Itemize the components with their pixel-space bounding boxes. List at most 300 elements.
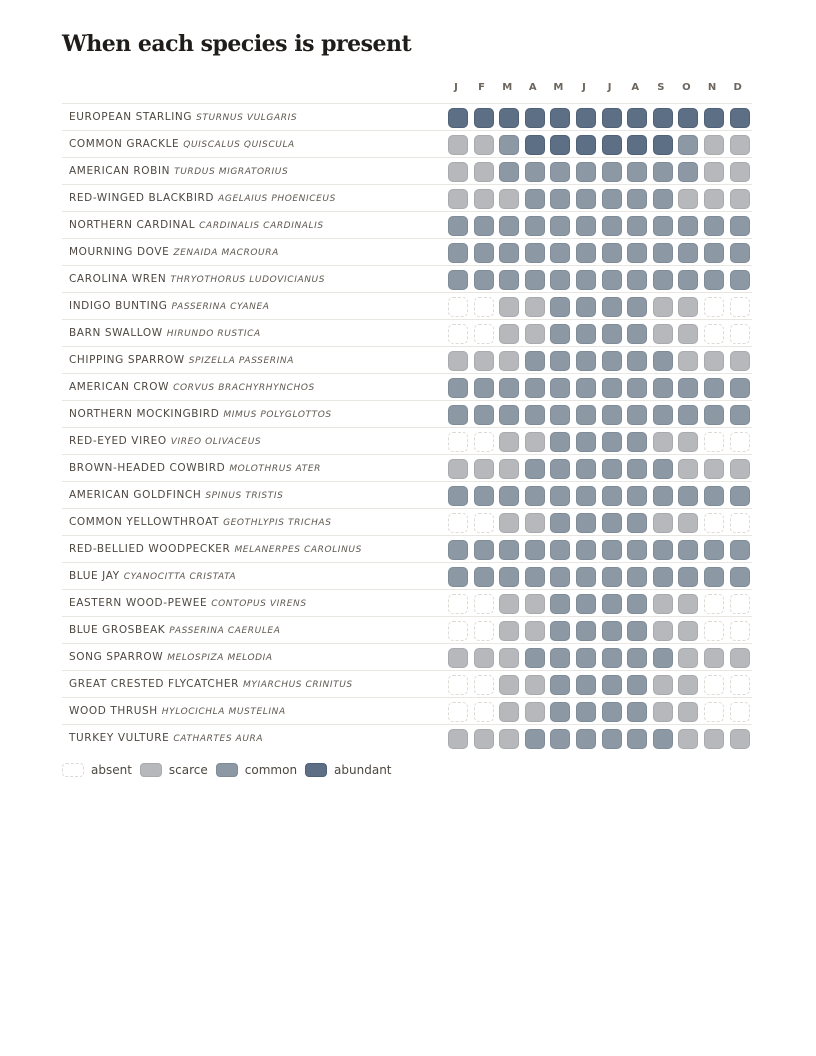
presence-cell-scarce [474, 459, 494, 479]
species-common-name: EASTERN WOOD-PEWEE [69, 597, 208, 609]
presence-cell-common [602, 459, 622, 479]
presence-cell-scarce [653, 513, 673, 533]
presence-cell-absent [730, 432, 750, 452]
presence-cell-absent [704, 675, 724, 695]
presence-cell-common [653, 459, 673, 479]
presence-cell-common [525, 216, 545, 236]
presence-cell-abundant [602, 135, 622, 155]
species-row [62, 400, 752, 427]
presence-cell-scarce [653, 297, 673, 317]
presence-cell-common [448, 243, 468, 263]
legend-swatch [216, 763, 238, 777]
presence-cell-scarce [499, 729, 519, 749]
presence-cell-common [602, 243, 622, 263]
presence-cell-common [576, 162, 596, 182]
month-cells [448, 405, 754, 425]
legend-label: abundant [334, 763, 392, 777]
species-common-name: RED-BELLIED WOODPECKER [69, 543, 231, 555]
presence-cell-common [730, 486, 750, 506]
presence-cell-scarce [499, 297, 519, 317]
species-label [69, 597, 307, 609]
species-row [62, 535, 752, 562]
species-common-name: AMERICAN CROW [69, 381, 170, 393]
presence-cell-common [602, 675, 622, 695]
species-label [69, 192, 336, 204]
presence-cell-common [704, 270, 724, 290]
presence-cell-common [474, 378, 494, 398]
species-label [69, 165, 288, 177]
presence-cell-common [576, 567, 596, 587]
legend-swatch [140, 763, 162, 777]
presence-cell-scarce [730, 351, 750, 371]
presence-cell-abundant [525, 108, 545, 128]
presence-cell-common [448, 567, 468, 587]
presence-cell-common [550, 648, 570, 668]
presence-cell-common [627, 648, 647, 668]
presence-cell-scarce [525, 513, 545, 533]
presence-cell-common [576, 675, 596, 695]
presence-cell-scarce [474, 189, 494, 209]
presence-cell-absent [474, 594, 494, 614]
presence-cell-absent [704, 324, 724, 344]
presence-cell-common [576, 648, 596, 668]
presence-cell-scarce [474, 648, 494, 668]
species-common-name: AMERICAN GOLDFINCH [69, 489, 202, 501]
presence-cell-scarce [499, 621, 519, 641]
species-row [62, 103, 752, 130]
presence-cell-common [602, 567, 622, 587]
presence-cell-absent [730, 675, 750, 695]
species-scientific-name: CARDINALIS CARDINALIS [199, 221, 324, 231]
presence-cell-common [704, 405, 724, 425]
presence-cell-common [576, 621, 596, 641]
species-row [62, 454, 752, 481]
month-cells [448, 459, 754, 479]
presence-cell-common [474, 405, 494, 425]
presence-cell-scarce [678, 351, 698, 371]
month-cells [448, 135, 754, 155]
species-scientific-name: SPIZELLA PASSERINA [188, 356, 294, 366]
presence-cell-common [550, 459, 570, 479]
presence-cell-scarce [525, 594, 545, 614]
presence-cell-common [627, 486, 647, 506]
presence-cell-scarce [525, 324, 545, 344]
presence-cell-common [499, 243, 519, 263]
presence-cell-common [602, 486, 622, 506]
species-common-name: COMMON GRACKLE [69, 138, 180, 150]
month-label: N [707, 82, 717, 93]
presence-cell-scarce [678, 513, 698, 533]
month-label: J [454, 82, 458, 93]
presence-cell-scarce [730, 729, 750, 749]
presence-cell-common [499, 486, 519, 506]
species-label [69, 489, 283, 501]
month-cells [448, 162, 754, 182]
species-label [69, 435, 261, 447]
species-common-name: AMERICAN ROBIN [69, 165, 171, 177]
presence-cell-scarce [499, 702, 519, 722]
species-scientific-name: THRYOTHORUS LUDOVICIANUS [170, 275, 326, 285]
species-label [69, 732, 263, 744]
presence-cell-common [730, 243, 750, 263]
presence-cell-scarce [448, 162, 468, 182]
presence-cell-common [550, 243, 570, 263]
presence-cell-common [627, 297, 647, 317]
presence-cell-scarce [525, 432, 545, 452]
presence-cell-common [627, 459, 647, 479]
presence-cell-common [525, 243, 545, 263]
presence-cell-common [550, 162, 570, 182]
presence-cell-abundant [499, 108, 519, 128]
species-scientific-name: PASSERINA CAERULEA [169, 626, 281, 636]
species-label [69, 381, 315, 393]
presence-cell-absent [704, 513, 724, 533]
presence-cell-common [525, 486, 545, 506]
presence-cell-common [627, 351, 647, 371]
presence-cell-common [602, 540, 622, 560]
presence-cell-scarce [448, 729, 468, 749]
presence-cell-scarce [474, 729, 494, 749]
legend-item-absent [62, 763, 132, 777]
presence-cell-common [627, 270, 647, 290]
presence-cell-common [704, 540, 724, 560]
month-cells [448, 351, 754, 371]
presence-cell-scarce [499, 432, 519, 452]
presence-cell-common [653, 540, 673, 560]
presence-cell-absent [704, 702, 724, 722]
presence-cell-common [602, 648, 622, 668]
presence-cell-common [576, 513, 596, 533]
presence-cell-common [576, 243, 596, 263]
presence-cell-common [653, 567, 673, 587]
species-common-name: BARN SWALLOW [69, 327, 163, 339]
presence-cell-absent [474, 702, 494, 722]
presence-cell-common [627, 216, 647, 236]
presence-cell-scarce [730, 189, 750, 209]
presence-cell-common [550, 702, 570, 722]
legend-item-scarce [140, 763, 208, 777]
presence-cell-common [525, 540, 545, 560]
presence-cell-common [602, 378, 622, 398]
presence-cell-abundant [576, 108, 596, 128]
presence-cell-common [730, 540, 750, 560]
presence-cell-common [576, 540, 596, 560]
presence-cell-common [602, 351, 622, 371]
species-scientific-name: CATHARTES AURA [173, 734, 264, 744]
species-common-name: NORTHERN MOCKINGBIRD [69, 408, 220, 420]
species-row [62, 130, 752, 157]
species-scientific-name: AGELAIUS PHOENICEUS [218, 194, 336, 204]
presence-cell-absent [730, 702, 750, 722]
presence-cell-scarce [678, 324, 698, 344]
species-scientific-name: MIMUS POLYGLOTTOS [223, 410, 332, 420]
presence-cell-common [704, 567, 724, 587]
presence-cell-common [627, 621, 647, 641]
presence-cell-common [653, 486, 673, 506]
presence-cell-common [627, 513, 647, 533]
page-title: When each species is present [62, 31, 412, 57]
presence-cell-scarce [653, 675, 673, 695]
presence-cell-common [627, 729, 647, 749]
presence-cell-common [678, 486, 698, 506]
presence-cell-scarce [704, 729, 724, 749]
presence-cell-common [704, 378, 724, 398]
presence-cell-scarce [730, 648, 750, 668]
presence-cell-absent [448, 702, 468, 722]
species-scientific-name: HIRUNDO RUSTICA [166, 329, 261, 339]
presence-cell-common [602, 324, 622, 344]
species-row [62, 508, 752, 535]
presence-cell-common [550, 270, 570, 290]
presence-cell-common [576, 324, 596, 344]
presence-cell-common [499, 567, 519, 587]
presence-cell-common [525, 729, 545, 749]
species-common-name: GREAT CRESTED FLYCATCHER [69, 678, 239, 690]
presence-cell-absent [448, 324, 468, 344]
month-cells [448, 540, 754, 560]
presence-cell-scarce [678, 729, 698, 749]
presence-cell-scarce [678, 189, 698, 209]
presence-cell-common [627, 405, 647, 425]
month-label: J [582, 82, 586, 93]
presence-cell-common [602, 594, 622, 614]
presence-cell-common [474, 540, 494, 560]
month-cells [448, 729, 754, 749]
presence-cell-scarce [474, 162, 494, 182]
species-row [62, 184, 752, 211]
presence-cell-scarce [525, 621, 545, 641]
presence-cell-abundant [730, 108, 750, 128]
presence-cell-common [525, 270, 545, 290]
presence-cell-common [499, 216, 519, 236]
presence-cell-scarce [704, 135, 724, 155]
species-row [62, 589, 752, 616]
species-scientific-name: CORVUS BRACHYRHYNCHOS [173, 383, 315, 393]
month-cells [448, 189, 754, 209]
species-common-name: BLUE GROSBEAK [69, 624, 166, 636]
presence-cell-common [576, 459, 596, 479]
species-row [62, 292, 752, 319]
presence-cell-scarce [448, 135, 468, 155]
presence-cell-common [653, 189, 673, 209]
presence-cell-scarce [525, 297, 545, 317]
species-common-name: RED-WINGED BLACKBIRD [69, 192, 215, 204]
presence-cell-scarce [474, 135, 494, 155]
presence-cell-common [653, 270, 673, 290]
month-cells [448, 243, 754, 263]
presence-cell-scarce [704, 459, 724, 479]
presence-cell-scarce [525, 702, 545, 722]
presence-cell-common [550, 540, 570, 560]
presence-cell-common [576, 432, 596, 452]
presence-cell-common [550, 432, 570, 452]
presence-cell-common [576, 594, 596, 614]
month-cells [448, 216, 754, 236]
presence-cell-abundant [576, 135, 596, 155]
presence-cell-common [499, 540, 519, 560]
legend-item-common [216, 763, 297, 777]
month-cells [448, 513, 754, 533]
presence-cell-common [576, 702, 596, 722]
presence-cell-common [678, 216, 698, 236]
presence-cell-common [602, 702, 622, 722]
month-cells [448, 621, 754, 641]
presence-cell-common [576, 405, 596, 425]
presence-cell-common [474, 216, 494, 236]
presence-cell-common [474, 270, 494, 290]
month-cells [448, 702, 754, 722]
presence-cell-common [602, 270, 622, 290]
month-label: M [502, 82, 513, 93]
presence-cell-common [550, 729, 570, 749]
presence-cell-common [678, 270, 698, 290]
presence-cell-absent [474, 324, 494, 344]
species-label [69, 624, 280, 636]
presence-cell-abundant [525, 135, 545, 155]
presence-cell-common [730, 216, 750, 236]
species-row [62, 697, 752, 724]
presence-cell-absent [730, 594, 750, 614]
presence-cell-scarce [448, 351, 468, 371]
species-row [62, 238, 752, 265]
presence-cell-absent [704, 621, 724, 641]
presence-cell-common [678, 567, 698, 587]
presence-cell-absent [730, 297, 750, 317]
presence-cell-scarce [499, 189, 519, 209]
species-label [69, 111, 297, 123]
presence-cell-absent [474, 621, 494, 641]
presence-cell-scarce [704, 351, 724, 371]
species-common-name: INDIGO BUNTING [69, 300, 168, 312]
presence-cell-common [499, 378, 519, 398]
month-cells [448, 486, 754, 506]
presence-cell-scarce [678, 459, 698, 479]
presence-cell-common [602, 621, 622, 641]
presence-cell-common [653, 648, 673, 668]
presence-cell-absent [474, 675, 494, 695]
presence-cell-absent [730, 621, 750, 641]
presence-cell-scarce [704, 162, 724, 182]
presence-cell-scarce [499, 513, 519, 533]
presence-cell-scarce [474, 351, 494, 371]
presence-cell-common [678, 135, 698, 155]
species-label [69, 678, 353, 690]
presence-cell-common [474, 243, 494, 263]
presence-cell-common [576, 270, 596, 290]
month-label: M [553, 82, 564, 93]
month-cells [448, 270, 754, 290]
species-scientific-name: ZENAIDA MACROURA [173, 248, 279, 258]
presence-cell-common [550, 621, 570, 641]
species-row [62, 265, 752, 292]
presence-cell-scarce [730, 459, 750, 479]
presence-cell-common [602, 216, 622, 236]
presence-cell-common [730, 567, 750, 587]
presence-cell-common [499, 135, 519, 155]
presence-cell-abundant [653, 135, 673, 155]
presence-cell-common [653, 216, 673, 236]
presence-cell-common [678, 405, 698, 425]
presence-cell-scarce [448, 189, 468, 209]
month-label: D [733, 82, 742, 93]
presence-cell-common [525, 648, 545, 668]
month-cells [448, 378, 754, 398]
presence-cell-scarce [653, 432, 673, 452]
presence-cell-common [550, 216, 570, 236]
presence-cell-absent [704, 594, 724, 614]
presence-cell-common [525, 189, 545, 209]
presence-cell-common [550, 378, 570, 398]
presence-cell-common [525, 567, 545, 587]
presence-cell-common [678, 540, 698, 560]
species-scientific-name: VIREO OLIVACEUS [170, 437, 262, 447]
presence-cell-common [730, 378, 750, 398]
presence-cell-common [525, 351, 545, 371]
presence-cell-common [576, 378, 596, 398]
presence-cell-common [627, 189, 647, 209]
presence-cell-common [602, 729, 622, 749]
species-label [69, 219, 324, 231]
presence-cell-common [550, 567, 570, 587]
legend-label: common [244, 763, 298, 777]
species-common-name: BROWN-HEADED COWBIRD [69, 462, 226, 474]
presence-cell-scarce [730, 162, 750, 182]
presence-cell-common [602, 405, 622, 425]
presence-cell-common [704, 486, 724, 506]
presence-cell-scarce [678, 675, 698, 695]
presence-cell-common [576, 351, 596, 371]
presence-cell-common [627, 324, 647, 344]
species-row [62, 211, 752, 238]
species-common-name: EUROPEAN STARLING [69, 111, 193, 123]
month-label: J [607, 82, 612, 93]
presence-cell-common [525, 405, 545, 425]
presence-cell-scarce [678, 594, 698, 614]
species-scientific-name: CYANOCITTA CRISTATA [123, 572, 237, 582]
presence-cell-scarce [499, 324, 519, 344]
month-cells [448, 594, 754, 614]
presence-cell-common [653, 162, 673, 182]
species-row [62, 157, 752, 184]
presence-cell-common [704, 243, 724, 263]
month-cells [448, 108, 754, 128]
species-label [69, 408, 332, 420]
presence-cell-common [499, 162, 519, 182]
presence-cell-common [602, 162, 622, 182]
presence-cell-absent [448, 621, 468, 641]
presence-cell-common [627, 432, 647, 452]
species-common-name: SONG SPARROW [69, 651, 164, 663]
species-common-name: CAROLINA WREN [69, 273, 167, 285]
presence-cell-scarce [448, 648, 468, 668]
species-label [69, 138, 295, 150]
presence-cell-abundant [448, 108, 468, 128]
presence-cell-common [602, 189, 622, 209]
species-scientific-name: GEOTHLYPIS TRICHAS [223, 518, 332, 528]
presence-cell-scarce [499, 351, 519, 371]
presence-cell-absent [448, 675, 468, 695]
presence-cell-common [550, 351, 570, 371]
month-label: A [631, 82, 640, 93]
species-common-name: COMMON YELLOWTHROAT [69, 516, 220, 528]
species-common-name: WOOD THRUSH [69, 705, 158, 717]
species-label [69, 327, 261, 339]
month-cells [448, 648, 754, 668]
presence-cell-common [627, 162, 647, 182]
presence-cell-common [448, 540, 468, 560]
species-scientific-name: STURNUS VULGARIS [196, 113, 298, 123]
species-common-name: TURKEY VULTURE [69, 732, 170, 744]
